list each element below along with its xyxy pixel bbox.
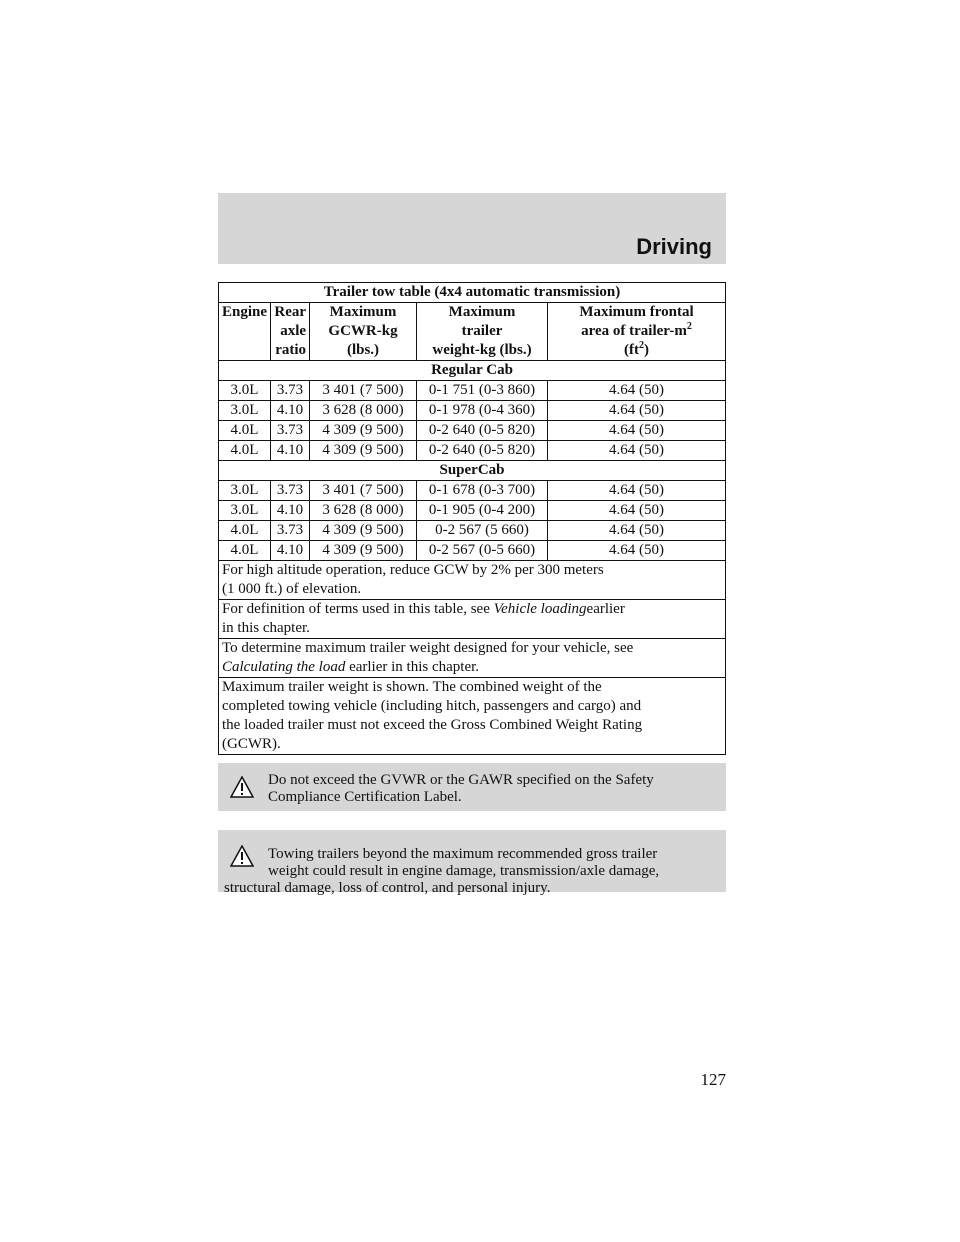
- warning-text: weight could result in engine damage, transmission/axle damage,: [268, 863, 660, 879]
- cell-gcwr: 3 628 (8 000): [310, 501, 417, 521]
- cell-engine: 4.0L: [219, 421, 271, 441]
- table-row: [219, 481, 726, 501]
- table-row: [219, 521, 726, 541]
- column-header-gcwr: Maximum GCWR-kg (lbs.): [310, 303, 417, 361]
- cell-ratio: 4.10: [271, 501, 310, 521]
- column-header-row: [219, 303, 726, 361]
- column-header-engine: Engine: [219, 303, 271, 361]
- table-row: [219, 381, 726, 401]
- warning-text: Towing trailers beyond the maximum recommended gross trailer: [268, 846, 658, 862]
- warning-triangle-icon: [230, 845, 254, 867]
- cell-gcwr: 4 309 (9 500): [310, 421, 417, 441]
- cell-trailer-weight: 0-2 567 (0-5 660): [417, 541, 548, 561]
- cell-engine: 3.0L: [219, 481, 271, 501]
- cell-engine: 4.0L: [219, 541, 271, 561]
- cell-trailer-weight: 0-1 978 (0-4 360): [417, 401, 548, 421]
- table-row: [219, 541, 726, 561]
- cell-ratio: 3.73: [271, 521, 310, 541]
- chapter-header: [218, 193, 726, 264]
- cell-gcwr: 4 309 (9 500): [310, 521, 417, 541]
- link-calculating-the-load[interactable]: Calculating the load: [222, 659, 346, 675]
- cell-engine: 4.0L: [219, 441, 271, 461]
- table-title: Trailer tow table (4x4 automatic transmission): [219, 283, 726, 303]
- cell-trailer-weight: 0-1 678 (0-3 700): [417, 481, 548, 501]
- note-gcwr: Maximum trailer weight is shown. The combined weight of the completed towing vehicle (including hitch, passengers and cargo) and the loaded trailer must not exceed the Gross Combined Weight Rating (GCWR).: [219, 678, 726, 755]
- warning-text: Compliance Certification Label.: [268, 789, 462, 805]
- note-altitude: For high altitude operation, reduce GCW by 2% per 300 meters (1 000 ft.) of elevation.: [219, 561, 726, 600]
- cell-ratio: 4.10: [271, 401, 310, 421]
- column-header-trailer-weight: Maximum trailer weight-kg (lbs.): [417, 303, 548, 361]
- cell-frontal-area: 4.64 (50): [548, 381, 726, 401]
- cell-frontal-area: 4.64 (50): [548, 441, 726, 461]
- chapter-title: Driving: [636, 234, 712, 259]
- cell-ratio: 3.73: [271, 481, 310, 501]
- cell-gcwr: 4 309 (9 500): [310, 541, 417, 561]
- page-number: 127: [700, 1070, 726, 1089]
- cell-trailer-weight: 0-1 905 (0-4 200): [417, 501, 548, 521]
- cell-ratio: 4.10: [271, 441, 310, 461]
- table-row: [219, 421, 726, 441]
- group-label-regular-cab: Regular Cab: [219, 361, 726, 381]
- cell-trailer-weight: 0-2 567 (5 660): [417, 521, 548, 541]
- cell-trailer-weight: 0-2 640 (0-5 820): [417, 441, 548, 461]
- cell-gcwr: 3 401 (7 500): [310, 481, 417, 501]
- cell-ratio: 3.73: [271, 381, 310, 401]
- trailer-tow-table: [218, 282, 726, 755]
- link-vehicle-loading[interactable]: Vehicle loading: [493, 601, 587, 617]
- cell-trailer-weight: 0-1 751 (0-3 860): [417, 381, 548, 401]
- warning-box-gvwr: [218, 763, 726, 811]
- cell-frontal-area: 4.64 (50): [548, 501, 726, 521]
- cell-gcwr: 3 401 (7 500): [310, 381, 417, 401]
- note-determine: To determine maximum trailer weight designed for your vehicle, see Calculating the load earlier in this chapter.: [219, 639, 726, 678]
- cell-ratio: 3.73: [271, 421, 310, 441]
- table-row: [219, 401, 726, 421]
- cell-frontal-area: 4.64 (50): [548, 541, 726, 561]
- cell-engine: 3.0L: [219, 501, 271, 521]
- cell-gcwr: 3 628 (8 000): [310, 401, 417, 421]
- cell-gcwr: 4 309 (9 500): [310, 441, 417, 461]
- warning-triangle-icon: [230, 776, 254, 798]
- cell-ratio: 4.10: [271, 541, 310, 561]
- note-definition: For definition of terms used in this table, see Vehicle loadingearlier in this chapter.: [219, 600, 726, 639]
- cell-frontal-area: 4.64 (50): [548, 421, 726, 441]
- column-header-rear-axle-ratio: Rear axle ratio: [271, 303, 310, 361]
- group-label-supercab: SuperCab: [219, 461, 726, 481]
- table-row: [219, 501, 726, 521]
- warning-text: structural damage, loss of control, and personal injury.: [224, 880, 551, 896]
- cell-engine: 3.0L: [219, 401, 271, 421]
- cell-trailer-weight: 0-2 640 (0-5 820): [417, 421, 548, 441]
- cell-frontal-area: 4.64 (50): [548, 521, 726, 541]
- cell-engine: 4.0L: [219, 521, 271, 541]
- table-row: [219, 441, 726, 461]
- cell-frontal-area: 4.64 (50): [548, 401, 726, 421]
- cell-engine: 3.0L: [219, 381, 271, 401]
- cell-frontal-area: 4.64 (50): [548, 481, 726, 501]
- warning-box-towing: [218, 830, 726, 896]
- warning-text: Do not exceed the GVWR or the GAWR specified on the Safety: [268, 772, 654, 788]
- column-header-frontal-area: Maximum frontal area of trailer-$m^2$ $(ft^2)$: [548, 303, 726, 361]
